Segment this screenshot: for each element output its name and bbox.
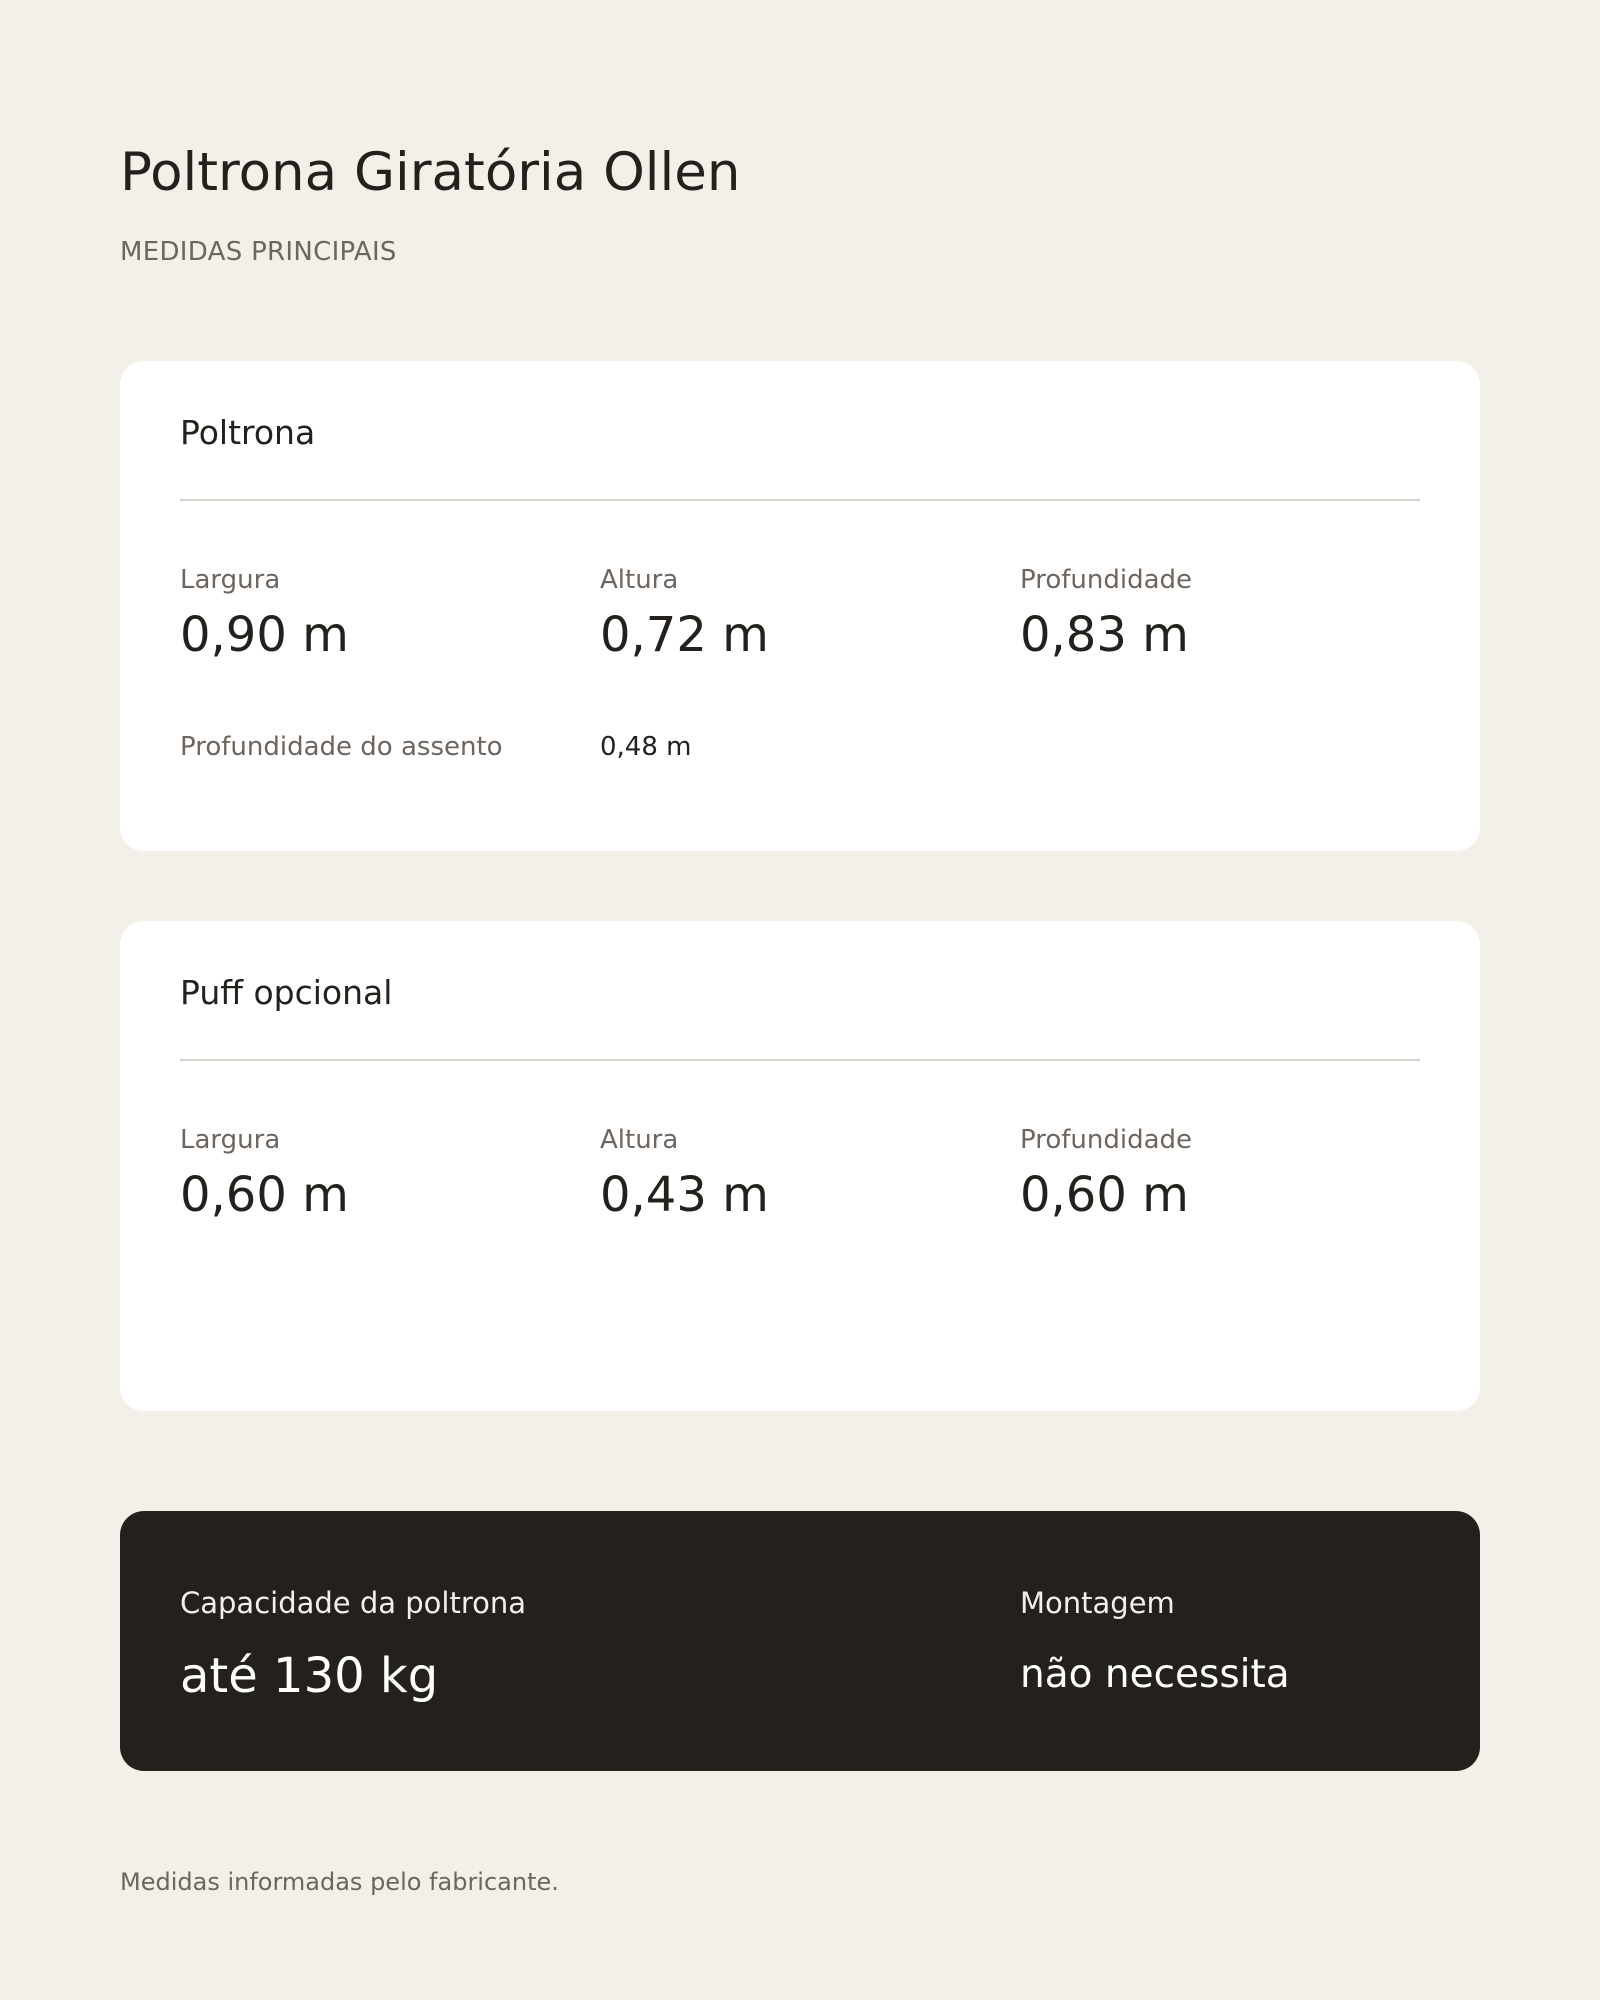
footnote: Medidas informadas pelo fabricante. (120, 1868, 559, 1896)
dimension-height (600, 1124, 769, 1224)
dimension-height (600, 564, 769, 664)
capacity-block (180, 1585, 526, 1705)
assembly-block (1020, 1585, 1290, 1701)
card-title: Poltrona (180, 413, 316, 452)
page-title: Poltrona Giratória Ollen (120, 142, 741, 203)
capacity-value: até 130 kg (180, 1648, 439, 1704)
dimension-value: 0,83 m (1020, 607, 1189, 663)
dimension-value: 0,43 m (600, 1167, 769, 1223)
page-subtitle: MEDIDAS PRINCIPAIS (120, 237, 397, 267)
dimension-depth (1020, 564, 1192, 664)
summary-card (120, 1511, 1480, 1771)
assembly-label: Montagem (1020, 1586, 1175, 1620)
dimension-value: 0,60 m (180, 1167, 349, 1223)
poltrona-card (120, 361, 1480, 851)
seat-depth-value: 0,48 m (600, 732, 692, 762)
dimension-width (180, 564, 349, 664)
dimension-value: 0,72 m (600, 607, 769, 663)
dimension-label: Profundidade (1020, 565, 1193, 595)
capacity-label: Capacidade da poltrona (180, 1586, 527, 1620)
puff-card (120, 921, 1480, 1411)
dimension-depth (1020, 1124, 1192, 1224)
dimension-label: Altura (600, 1125, 679, 1155)
divider (180, 499, 1420, 501)
assembly-value: não necessita (1020, 1652, 1290, 1697)
divider (180, 1059, 1420, 1061)
dimension-label: Largura (180, 1125, 281, 1155)
dimension-value: 0,90 m (180, 607, 349, 663)
dimension-width (180, 1124, 349, 1224)
dimension-label: Largura (180, 565, 281, 595)
dimension-label: Altura (600, 565, 679, 595)
dimension-label: Profundidade (1020, 1125, 1193, 1155)
dimension-value: 0,60 m (1020, 1167, 1189, 1223)
card-title: Puff opcional (180, 973, 393, 1012)
seat-depth-label: Profundidade do assento (180, 732, 503, 762)
